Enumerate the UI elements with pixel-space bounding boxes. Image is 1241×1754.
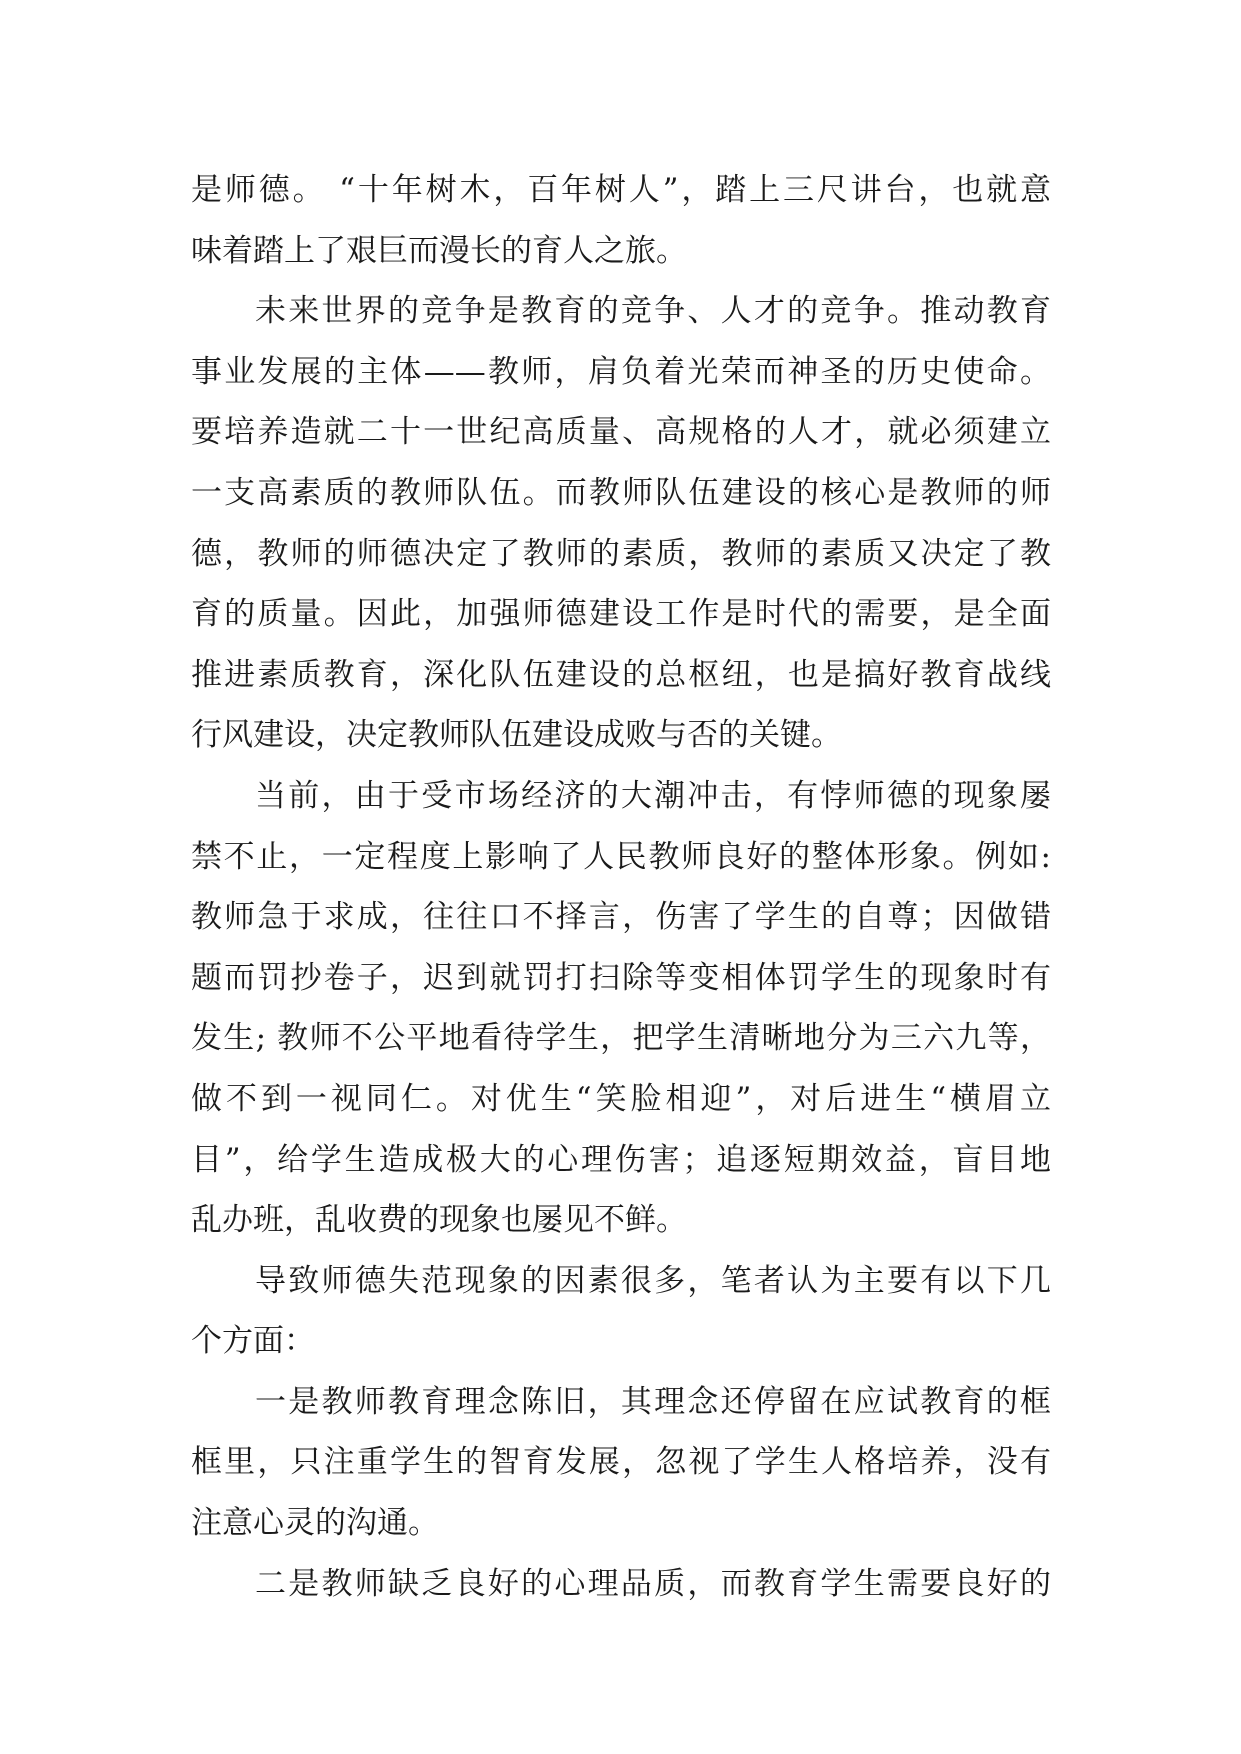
paragraph-first-line: 未来世界的竞争是教育的竞争、人才的竞争。推动教育 [255, 293, 1051, 330]
text-line: 框里，只注重学生的智育发展，忽视了学生人格培养，没有 [191, 1444, 1051, 1481]
paragraph-first-line: 一是教师教育理念陈旧，其理念还停留在应试教育的框 [255, 1383, 1051, 1420]
text-line: 注意心灵的沟通。 [191, 1505, 439, 1542]
text-line: 发生; 教师不公平地看待学生，把学生清晰地分为三六九等， [191, 1020, 1051, 1057]
paragraph-first-line: 二是教师缺乏良好的心理品质，而教育学生需要良好的 [255, 1565, 1051, 1602]
text-line: 要培养造就二十一世纪高质量、高规格的人才，就必须建立 [191, 414, 1051, 451]
text-line: 行风建设，决定教师队伍建设成败与否的关键。 [191, 717, 842, 754]
text-line: 事业发展的主体——教师，肩负着光荣而神圣的历史使命。 [191, 353, 1051, 390]
text-line: 禁不止，一定程度上影响了人民教师良好的整体形象。例如: [191, 838, 1051, 875]
text-line: 题而罚抄卷子，迟到就罚打扫除等变相体罚学生的现象时有 [191, 959, 1051, 996]
text-line: 是师德。 “十年树木，百年树人”，踏上三尺讲台，也就意 [191, 172, 1051, 208]
text-line: 教师急于求成，往往口不择言，伤害了学生的自尊；因做错 [191, 899, 1051, 936]
text-line: 推进素质教育，深化队伍建设的总枢纽，也是搞好教育战线 [191, 656, 1051, 693]
text-line: 德，教师的师德决定了教师的素质，教师的素质又决定了教 [191, 535, 1051, 572]
text-line: 育的质量。因此，加强师德建设工作是时代的需要，是全面 [191, 596, 1051, 633]
text-line: 做不到一视同仁。对优生“笑脸相迎”，对后进生“横眉立 [191, 1080, 1051, 1117]
text-line: 一支高素质的教师队伍。而教师队伍建设的核心是教师的师 [191, 474, 1051, 511]
text-line: 味着踏上了艰巨而漫长的育人之旅。 [191, 232, 687, 269]
body-text [191, 160, 1051, 1614]
paragraph-first-line: 导致师德失范现象的因素很多，笔者认为主要有以下几 [255, 1262, 1051, 1299]
text-line: 目”，给学生造成极大的心理伤害；追逐短期效益，盲目地 [191, 1141, 1051, 1178]
text-line: 个方面： [191, 1323, 315, 1360]
paragraph-first-line: 当前，由于受市场经济的大潮冲击，有悖师德的现象屡 [255, 777, 1051, 814]
text-line: 乱办班，乱收费的现象也屡见不鲜。 [191, 1202, 687, 1239]
